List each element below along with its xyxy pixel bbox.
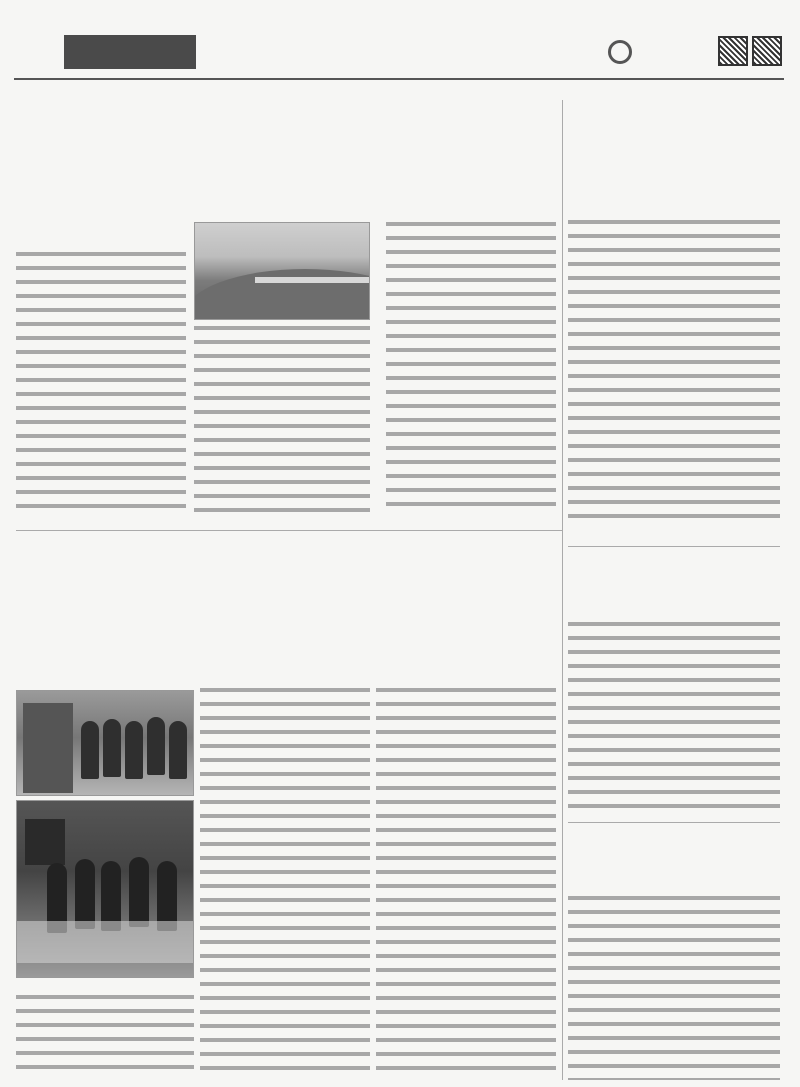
article3-photo1 bbox=[16, 690, 194, 796]
article3-body-col2 bbox=[200, 688, 370, 1080]
article2-body bbox=[568, 220, 780, 524]
header-rule bbox=[14, 78, 784, 80]
section-title-box bbox=[64, 35, 196, 69]
article3-photo2 bbox=[16, 800, 194, 978]
sun-icon bbox=[608, 40, 632, 64]
qr-code-icon bbox=[752, 36, 782, 66]
article3-body-col3 bbox=[376, 688, 556, 1080]
column-divider bbox=[562, 100, 563, 1080]
article1-body-col3 bbox=[386, 222, 556, 516]
article4-body bbox=[568, 622, 780, 814]
article5-body bbox=[568, 896, 780, 1080]
section-rule bbox=[568, 546, 780, 547]
article1-photo bbox=[194, 222, 370, 320]
article1-body-col2 bbox=[194, 326, 370, 516]
section-rule bbox=[16, 530, 562, 531]
qr-code-icon bbox=[718, 36, 748, 66]
section-rule bbox=[568, 822, 780, 823]
article3-body-col1 bbox=[16, 995, 194, 1079]
article1-body-col1 bbox=[16, 252, 186, 510]
